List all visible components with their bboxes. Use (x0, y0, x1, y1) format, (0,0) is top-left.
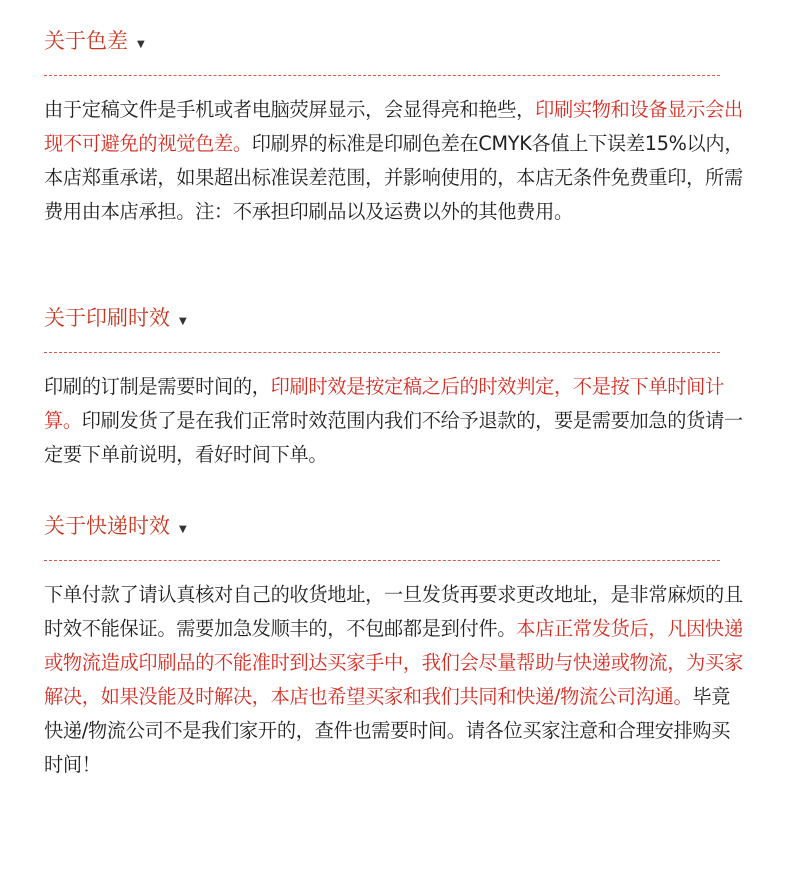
paragraph-text: 印刷界的标准是印刷色差在CMYK各值上下误差15%以内，本店郑重承诺，如果超出标准误差范围，并影响使用的，本店无条件免费重印，所需费用由本店承担。注：不承担印刷品以及运费以外的其他费用。 (44, 132, 744, 223)
paragraph-text: 由于定稿文件是手机或者电脑荧屏显示，会显得亮和艳些， (44, 98, 536, 121)
section-paragraph (44, 93, 744, 229)
dashed-divider (44, 352, 720, 353)
section-paragraph (44, 578, 744, 782)
paragraph-text: 印刷的订制是需要时间的， (44, 375, 271, 398)
section-heading (44, 511, 744, 546)
section-heading (44, 303, 744, 338)
paragraph-text: 印刷发货了是在我们正常时效范围内我们不给予退款的，要是需要加急的货请一定要下单前说明，看好时间下单。 (44, 409, 743, 466)
paragraph-text: 下单付款了请认真核对自己的收货地址，一旦发货再要求更改地址，是非常麻烦的且时效不能保证。需要加急发顺丰的，不包邮都是到付件。 (44, 583, 743, 640)
section-color-difference (44, 26, 744, 229)
section-title: 关于色差 (44, 29, 128, 53)
section-delivery-timing (44, 511, 744, 782)
caret-down-icon: ▼ (137, 39, 145, 50)
caret-down-icon: ▼ (179, 524, 187, 535)
paragraph-highlight: 印刷实物和设备显示会出现不可避免的视觉色差。 (44, 98, 743, 155)
paragraph-highlight: 印刷时效是按定稿之后的时效判定，不是按下单时间计算。 (44, 375, 724, 432)
caret-down-icon: ▼ (179, 316, 187, 327)
section-heading (44, 26, 744, 61)
section-title: 关于印刷时效 (44, 306, 170, 330)
dashed-divider (44, 560, 720, 561)
section-paragraph (44, 370, 744, 472)
paragraph-highlight: 本店正常发货后，凡因快递或物流造成印刷品的不能准时到达买家手中，我们会尽量帮助与快递或物流，为买家解决，如果没能及时解决，本店也希望买家和我们共同和快递/物流公司沟通。 (44, 617, 743, 708)
paragraph-text: 毕竟快递/物流公司不是我们家开的，查件也需要时间。请各位买家注意和合理安排购买时间！ (44, 685, 731, 776)
section-title: 关于快递时效 (44, 514, 170, 538)
section-print-timing (44, 303, 744, 472)
dashed-divider (44, 75, 720, 76)
